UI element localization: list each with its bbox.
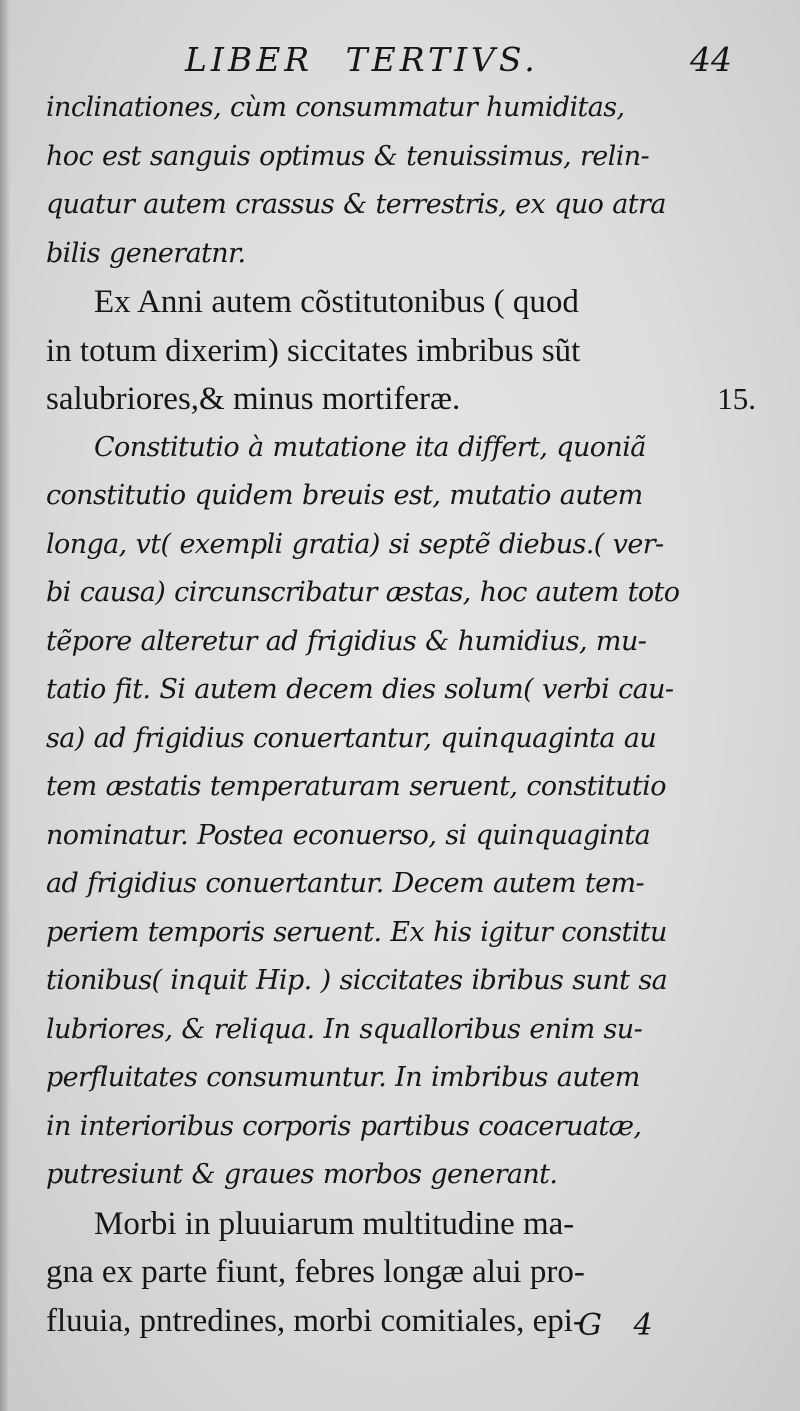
commentary-line: nominatur. Postea econuerso, si quinquaginta	[46, 819, 651, 851]
commentary-line: bi causa) circunscribatur æstas, hoc autem toto	[46, 577, 680, 608]
commentary-line: ad frigidius conuertantur. Decem autem tem-	[46, 868, 645, 899]
commentary-line: Constitutio à mutatione ita differt, quoniã	[94, 431, 646, 463]
commentary-line: tionibus( inquit Hip. ) siccitates ibribus sunt sa	[46, 965, 668, 996]
text-line: hoc est sanguis optimus & tenuissimus, relin-	[46, 140, 650, 172]
commentary-line: in interioribus corporis partibus coaceruatæ,	[46, 1110, 642, 1142]
commentary-line: tẽpore alteretur ad frigidius & humidius, mu-	[46, 625, 647, 657]
signature-mark: G 4	[578, 1308, 653, 1343]
commentary-line: periem temporis seruent. Ex his igitur constitu	[46, 916, 667, 948]
commentary-line: tatio fit. Si autem decem dies solum( verbi cau-	[46, 674, 674, 705]
aphorism-text: salubriores,& minus mortiferæ.	[46, 381, 461, 417]
commentary-line: putresiunt & graues morbos generant.	[46, 1159, 558, 1190]
commentary-line: sa) ad frigidius conuertantur, quinquaginta au	[46, 722, 657, 754]
text-line: bilis generatnr.	[46, 237, 246, 269]
commentary-line: constitutio quidem breuis est, mutatio autem	[46, 480, 643, 511]
text-line: quatur autem crassus & terrestris, ex quo atra	[46, 189, 666, 220]
commentary-line: longa, vt( exempli gratia) si septẽ diebus.( ver-	[46, 528, 664, 560]
aphorism-line: Morbi in pluuiarum multitudine ma-	[94, 1205, 575, 1242]
text-line: inclinationes, cùm consummatur humiditas,	[46, 92, 625, 123]
page-edge-shadow	[0, 0, 10, 1411]
aphorism-line: Ex Anni autem cõstitutonibus ( quod	[94, 284, 579, 320]
aphorism-line: gna ex parte fiunt, febres longæ alui pro-	[46, 1254, 585, 1290]
aphorism-line: in totum dixerim) siccitates imbribus sũt	[46, 332, 581, 369]
running-head: LIBER TERTIVS.	[185, 40, 539, 79]
commentary-line: perfluitates consumuntur. In imbribus autem	[46, 1062, 640, 1093]
aphorism-line: fluuia, pntredines, morbi comitiales, epi-	[46, 1302, 584, 1339]
page-body	[46, 84, 766, 1345]
page-number: 44	[690, 40, 732, 79]
page-header	[0, 40, 800, 84]
commentary-line: lubriores, & reliqua. In squalloribus enim su-	[46, 1013, 643, 1045]
section-number: 15.	[717, 381, 756, 416]
commentary-line: tem æstatis temperaturam seruent, constitutio	[46, 771, 666, 802]
aphorism-line-last	[46, 375, 766, 424]
